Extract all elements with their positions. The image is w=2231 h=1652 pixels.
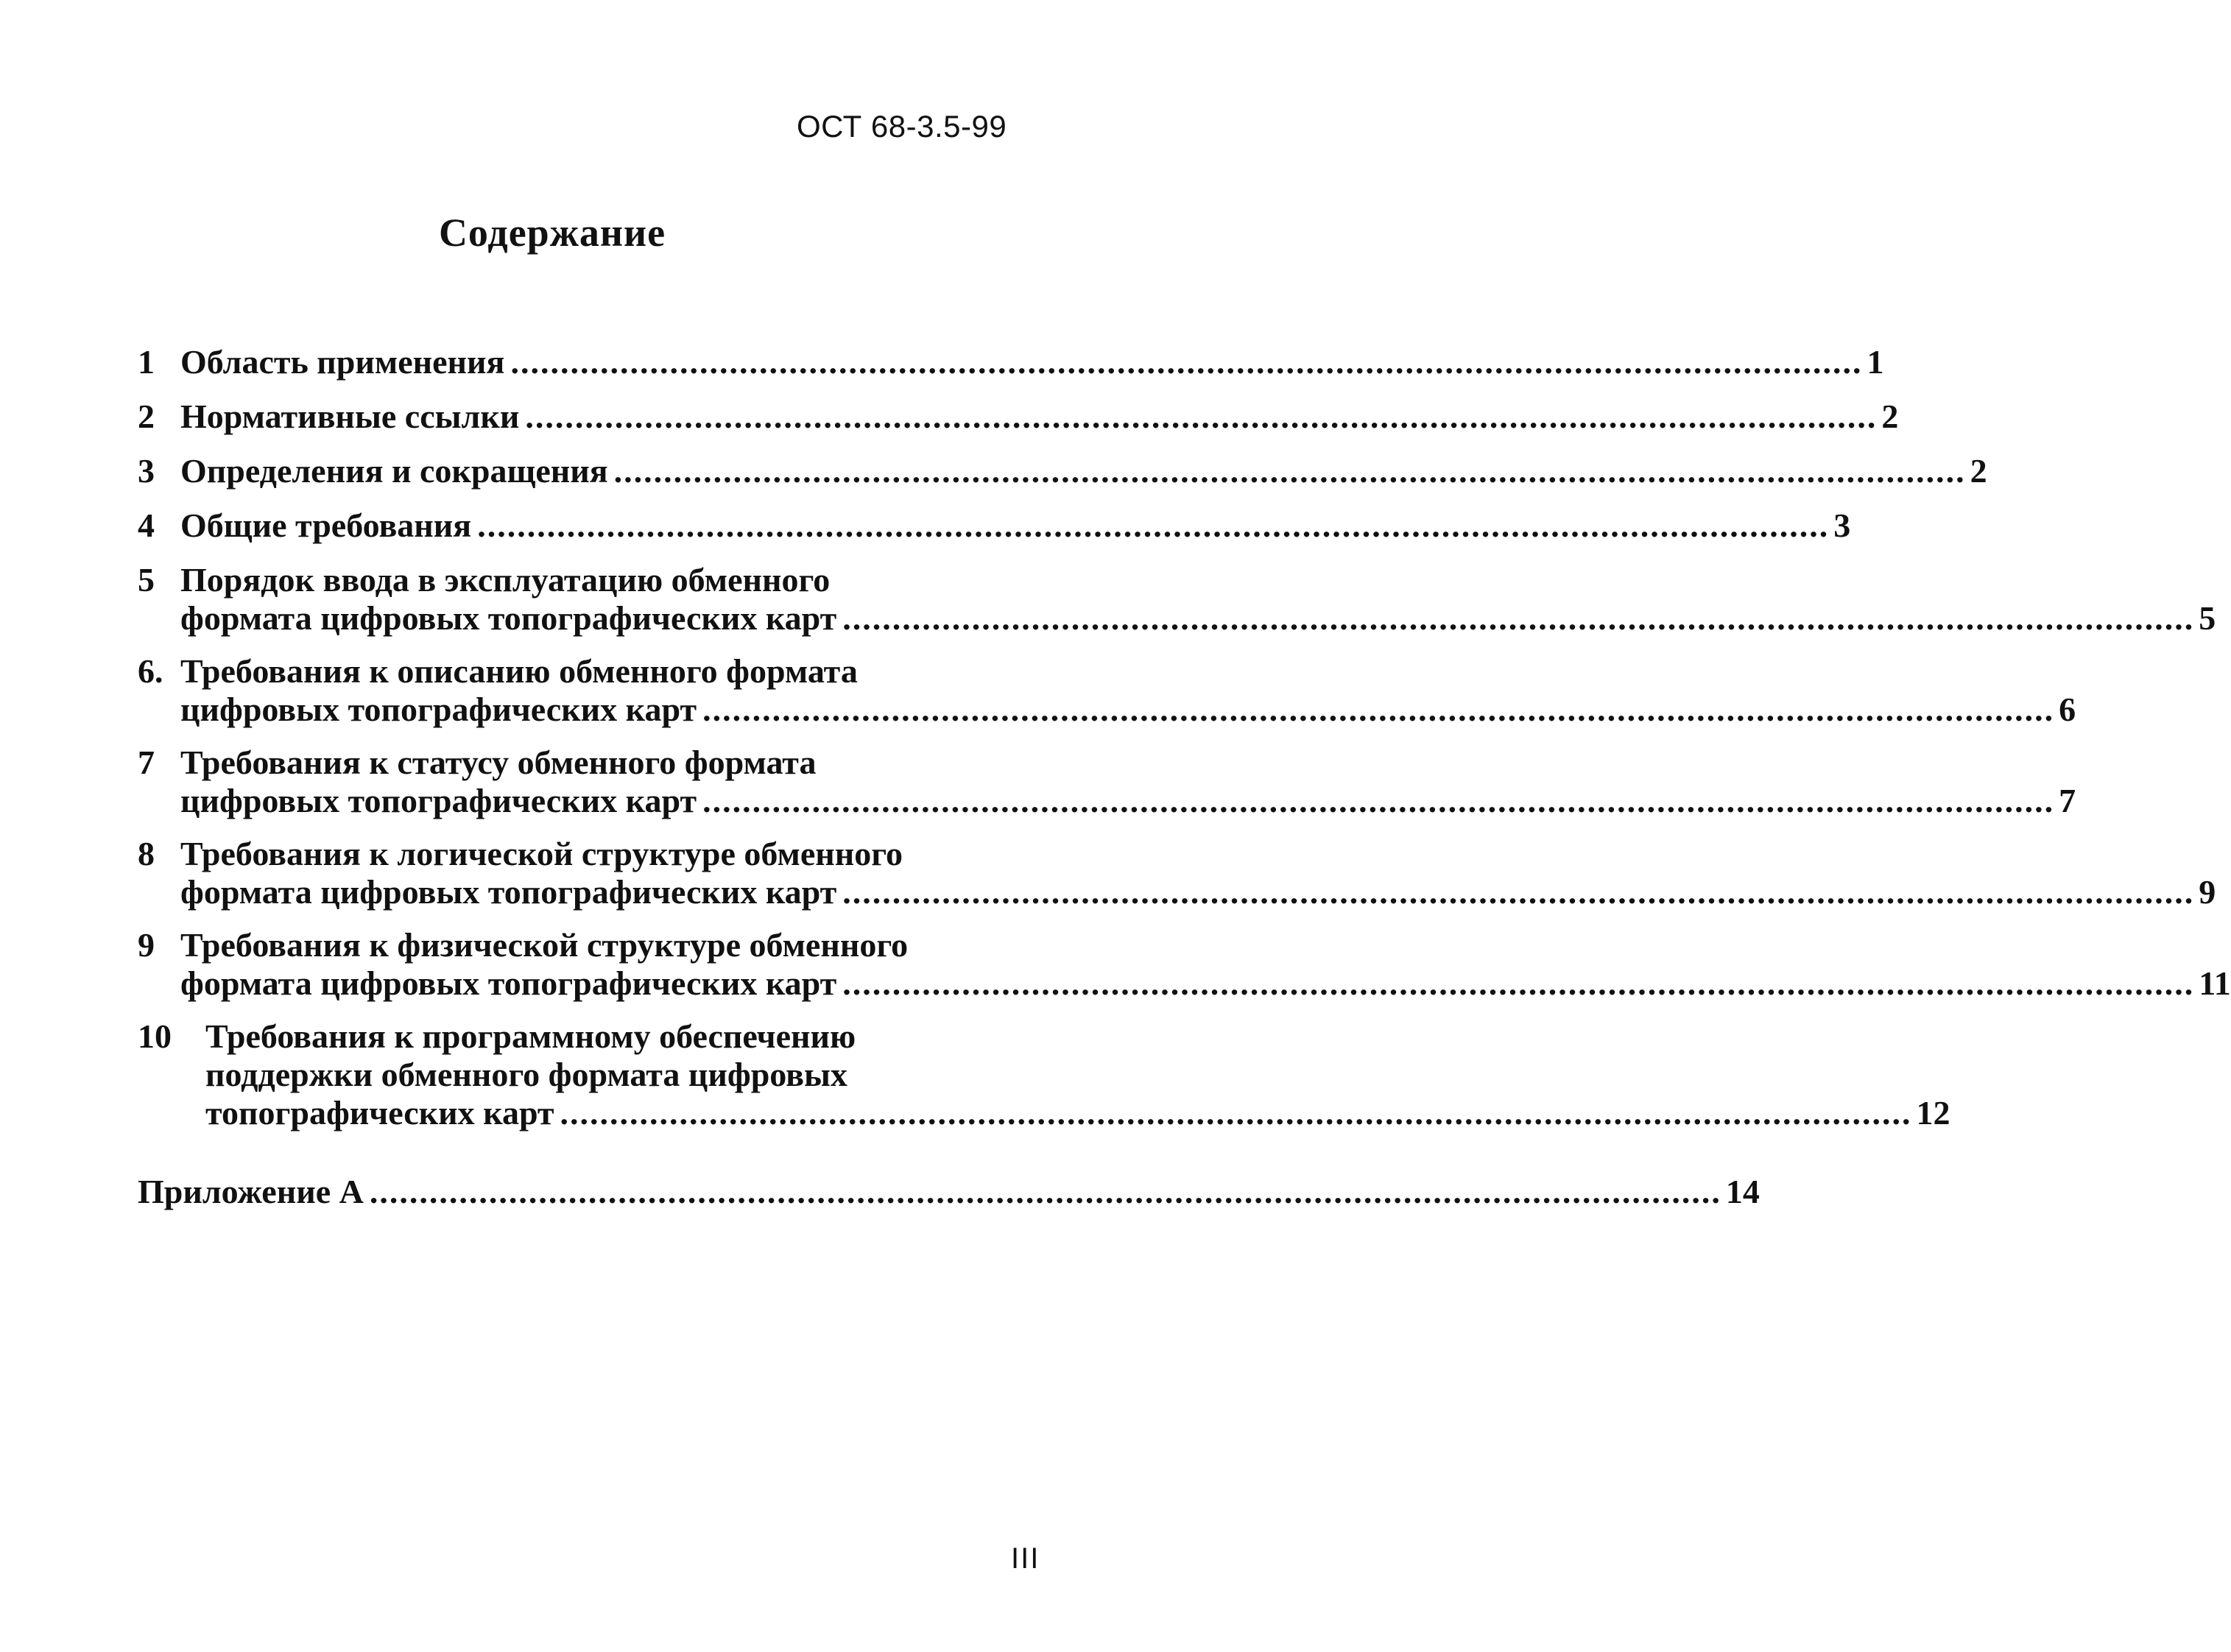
document-code: ОСТ 68-3.5-99 (797, 109, 1007, 144)
dot-leader: ........................................................................................................................................ (560, 1094, 1912, 1132)
toc-entry-10[interactable] (138, 1017, 1950, 1132)
toc-entry-page: 1 (1867, 343, 1884, 381)
toc-entry-5[interactable] (138, 561, 2216, 638)
toc-entry-number: 4 (138, 506, 155, 544)
dot-leader: ........................................................................................................................................ (369, 1173, 1721, 1210)
toc-entry-text-line: Нормативные ссылки (180, 398, 520, 435)
toc-entry-number: 7 (138, 744, 155, 781)
toc-entry-text-line: цифровых топографических карт (180, 782, 697, 819)
toc-entry-number: 6. (138, 652, 163, 690)
toc-title: Содержание (438, 211, 666, 255)
toc-entry-text-line: Требования к логической структуре обменного (180, 835, 903, 872)
toc-entry-text-line: формата цифровых топографических карт (180, 873, 837, 911)
toc-entry-text-line: Требования к описанию обменного формата (180, 652, 858, 690)
dot-leader: ........................................................................................................................................ (702, 782, 2055, 819)
table-of-contents (138, 343, 2231, 1147)
dot-leader: ........................................................................................................................................ (525, 398, 1878, 435)
toc-entry-text-line: Требования к физической структуре обменного (180, 926, 909, 964)
toc-entry-text-line: топографических карт (205, 1094, 554, 1132)
toc-entry-text-line: поддержки обменного формата цифровых (205, 1056, 847, 1093)
toc-entry-page: 3 (1833, 506, 1851, 544)
toc-entry-page: 12 (1916, 1094, 1950, 1132)
toc-entry-number: 10 (138, 1017, 172, 1055)
toc-entry-8[interactable] (138, 835, 2216, 911)
toc-entry-text-line: Определения и сокращения (180, 452, 608, 490)
toc-entry-page: 2 (1881, 398, 1899, 435)
toc-entry-page: 11 (2199, 964, 2231, 1002)
toc-entry-page: 7 (2059, 782, 2076, 819)
dot-leader: ........................................................................................................................................ (842, 599, 2195, 637)
toc-entry-text-line: формата цифровых топографических карт (180, 964, 837, 1002)
toc-entry-page: 14 (1725, 1173, 1760, 1210)
toc-entry-text-line: Область применения (180, 343, 505, 381)
toc-entry-page: 9 (2199, 873, 2216, 911)
toc-entry-number: 5 (138, 561, 155, 599)
dot-leader: ........................................................................................................................................ (510, 343, 1863, 381)
toc-entry-text-line: цифровых топографических карт (180, 691, 697, 728)
toc-entry-page: 6 (2059, 691, 2076, 728)
toc-entry-number: 3 (138, 452, 155, 490)
toc-entry-7[interactable] (138, 744, 2076, 820)
toc-entry-4[interactable] (138, 506, 1851, 545)
toc-entry-number: 2 (138, 398, 155, 435)
dot-leader: ........................................................................................................................................ (842, 873, 2195, 911)
toc-entry-6[interactable] (138, 652, 2076, 729)
toc-entry-number: 9 (138, 926, 155, 964)
toc-entry-page: 2 (1970, 452, 1987, 490)
dot-leader: ........................................................................................................................................ (702, 691, 2055, 728)
toc-entry-2[interactable] (138, 398, 1899, 436)
toc-entry-9[interactable] (138, 926, 2231, 1003)
toc-entry-number: 1 (138, 343, 155, 381)
toc-entry-number: 8 (138, 835, 155, 872)
page-number: III (1011, 1542, 1040, 1575)
toc-entry-1[interactable] (138, 343, 1884, 381)
dot-leader: ........................................................................................................................................ (613, 452, 1966, 490)
toc-entry-text-line: Требования к программному обеспечению (205, 1017, 856, 1055)
toc-entry-text-line: Требования к статусу обменного формата (180, 744, 817, 781)
toc-entry-text-line: Общие требования (180, 506, 472, 544)
dot-leader: ........................................................................................................................................ (477, 506, 1830, 544)
toc-entry-annex-a[interactable] (138, 1173, 1760, 1211)
toc-entry-text-line: формата цифровых топографических карт (180, 599, 837, 637)
toc-entry-label: Приложение А (138, 1173, 364, 1210)
toc-entry-3[interactable] (138, 452, 1987, 490)
dot-leader: ........................................................................................................................................ (842, 964, 2195, 1002)
toc-entry-text-line: Порядок ввода в эксплуатацию обменного (180, 561, 831, 599)
toc-entry-page: 5 (2199, 599, 2216, 637)
